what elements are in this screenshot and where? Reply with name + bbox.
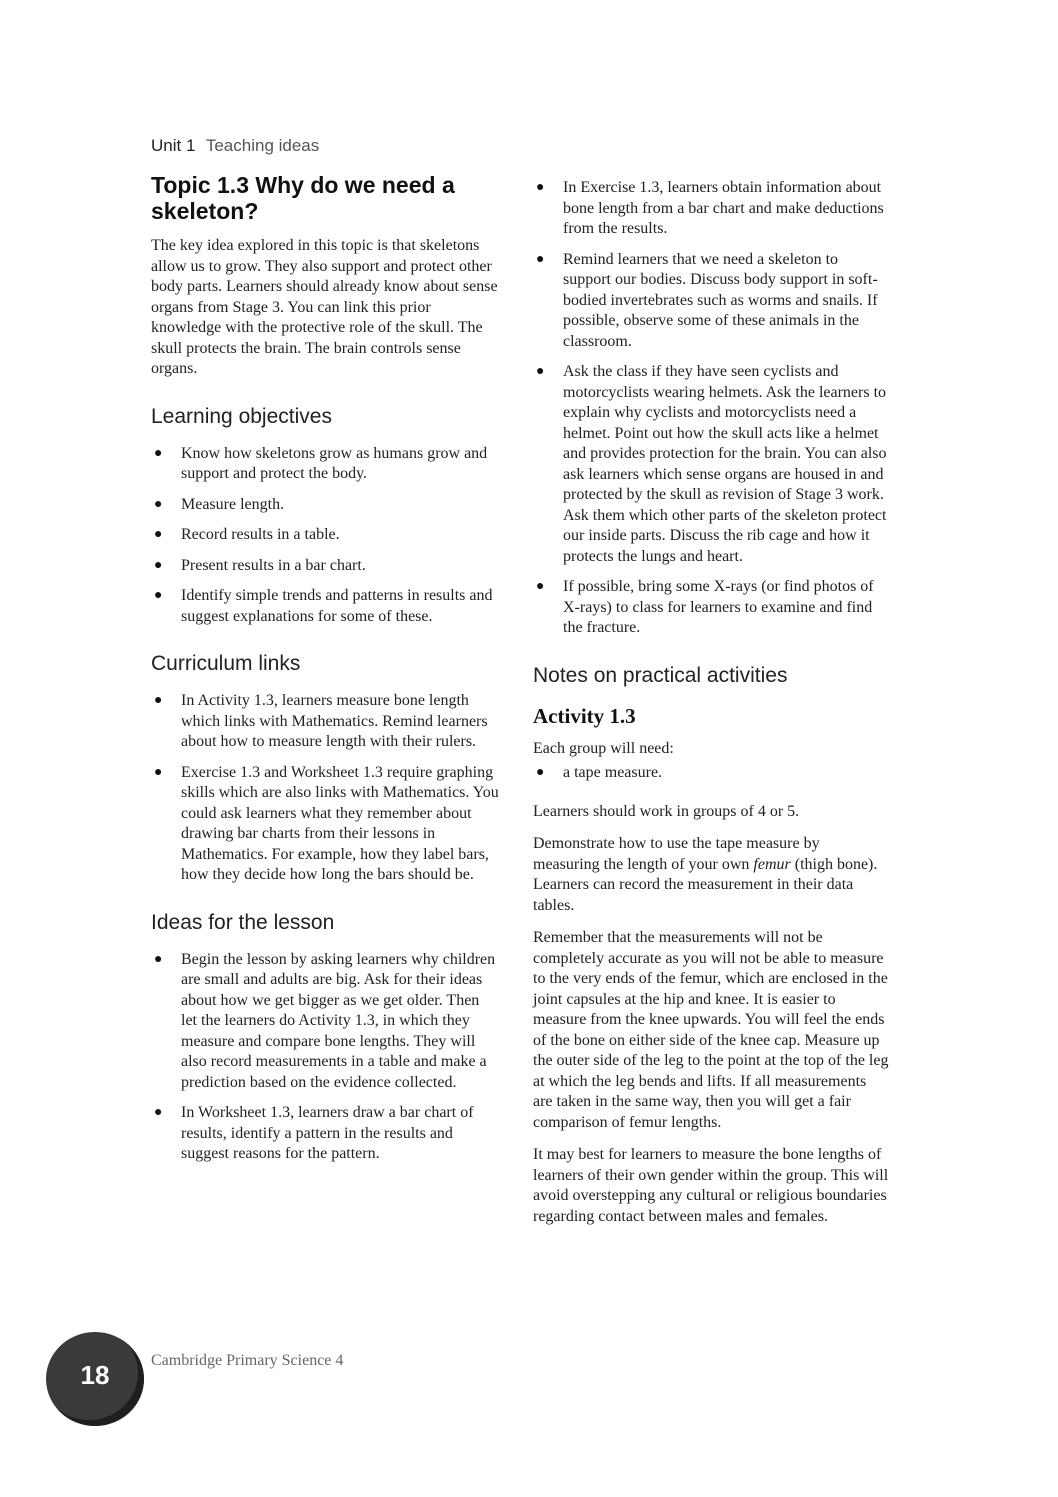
right-column [533,178,889,1239]
femur-term: femur [753,855,791,873]
list-item [151,556,499,577]
curriculum-links-list [151,691,499,886]
bullet-icon: ● [154,527,163,542]
list-item [533,763,889,784]
list-item-text: Exercise 1.3 and Worksheet 1.3 require graphing skills which are also links with Mathematics. You could ask learners what they remember about drawing bar charts from their lessons in Mathematics. For example, how they label bars, how they decide how long the bars should be. [181,763,499,883]
list-item [533,577,889,639]
unit-label: Unit 1 [151,136,196,155]
list-item [151,444,499,485]
bullet-icon: ● [536,251,545,267]
bullet-icon: ● [154,693,163,708]
list-item-text: If possible, bring some X-rays (or find photos of X-rays) to class for learners to examine and find the fracture. [563,578,874,636]
activity-title: Activity 1.3 [533,703,636,728]
list-item-text: In Exercise 1.3, learners obtain information about bone length from a bar chart and make deductions from the results. [563,179,884,237]
equipment-list [533,763,889,784]
list-item-text: Know how skeletons grow as humans grow and support and protect the body. [181,444,488,482]
list-item-text: Present results in a bar chart. [181,556,366,574]
topic-title: Topic 1.3 Why do we need a skeleton? [151,172,455,224]
gender-paragraph: It may best for learners to measure the bone lengths of learners of their own gender within the group. This will avoid overstepping any cultural or religious boundaries regarding contact between males and females. [533,1146,889,1225]
bullet-icon: ● [536,180,545,195]
list-item [151,950,499,1094]
groups-paragraph: Learners should work in groups of 4 or 5. [533,802,800,820]
learning-objectives-heading: Learning objectives [151,404,332,428]
practical-notes-heading: Notes on practical activities [533,663,788,687]
accuracy-paragraph: Remember that the measurements will not be completely accurate as you will not be able to measure to the very ends of the femur, which are enclosed in the joint capsules at the hip and knee. It is easier to measure from the knee upwards. You will feel the ends of the bone on either side of the knee cap. Measure up the outer side of the leg to the point at the top of the leg at which the leg bends and lifts. If all measurements are taken in the same way, then you will get a fair comparison of femur lengths. [533,929,889,1131]
learning-objectives-list [151,444,499,628]
bullet-icon: ● [536,364,545,379]
curriculum-links-heading: Curriculum links [151,652,301,675]
list-item-text: Identify simple trends and patterns in results and suggest explanations for some of these. [181,587,493,625]
demonstration-text: Demonstrate how to use the tape measure by measuring the length of your own [533,835,820,873]
list-item-text: Record results in a table. [181,526,340,543]
bullet-icon: ● [536,765,545,780]
list-item-text: Remind learners that we need a skeleton to support our bodies. Discuss body support in soft-bodied invertebrates such as worms and snails. If possible, observe some of these animals in the classroom. [563,250,878,350]
section-label: Teaching ideas [205,136,320,155]
bullet-icon: ● [154,557,163,573]
book-title: Cambridge Primary Science 4 [151,1352,344,1369]
list-item [533,178,889,240]
list-item [151,763,499,886]
list-item-text: Begin the lesson by asking learners why children are small and adults are big. Ask for their ideas about how we get bigger as we get older. Then let the learners do Activity 1.3, in which they measure and compare bone lengths. They will also record measurements in a table and make a prediction based on the evidence collected. [181,950,496,1091]
list-item-text: Ask the class if they have seen cyclists and motorcyclists wearing helmets. Ask the learners to explain why cyclists and motorcyclists need a helmet. Point out how the skull acts like a helmet and provides protection for the brain. You can also ask learners which sense organs are housed in and protected by the skull as revision of Stage 3 work. Ask them which other parts of the skeleton protect our inside parts. Discuss the rib cage and how it protects the lungs and heart. [563,363,887,565]
bullet-icon: ● [154,496,163,512]
bullet-icon: ● [154,588,163,603]
list-item [533,362,889,567]
bullet-icon: ● [154,764,163,780]
demonstration-text-continued: (thigh bone). Learners can record the measurement in their data tables. [533,855,878,914]
list-item [151,525,499,546]
lesson-ideas-continued-list [533,178,889,639]
list-item-text: Measure length. [181,495,285,513]
bullet-icon: ● [154,951,163,967]
running-head [151,136,319,156]
lesson-ideas-heading: Ideas for the lesson [151,910,335,934]
equipment-intro: Each group will need: [533,739,674,757]
left-column [151,172,499,1175]
list-item [533,250,889,353]
list-item-text: a tape measure. [563,764,663,781]
lesson-ideas-list [151,950,499,1165]
list-item-text: In Worksheet 1.3, learners draw a bar chart of results, identify a pattern in the results and suggest reasons for the pattern. [181,1104,474,1162]
demonstration-paragraph [533,834,889,916]
bullet-icon: ● [154,445,163,461]
bullet-icon: ● [154,1105,163,1120]
bullet-icon: ● [536,579,545,594]
list-item [151,691,499,753]
page-number: 18 [80,1360,110,1390]
topic-intro: The key idea explored in this topic is that skeletons allow us to grow. They also support and protect other body parts. Learners should already know about sense organs from Stage 3. You can link this prior knowledge with the protective role of the skull. The skull protects the brain. The brain controls sense organs. [151,237,498,377]
list-item [151,1103,499,1165]
list-item [151,586,499,627]
list-item-text: In Activity 1.3, learners measure bone length which links with Mathematics. Remind learners about how to measure length with their rulers. [181,692,488,750]
list-item [151,495,499,516]
